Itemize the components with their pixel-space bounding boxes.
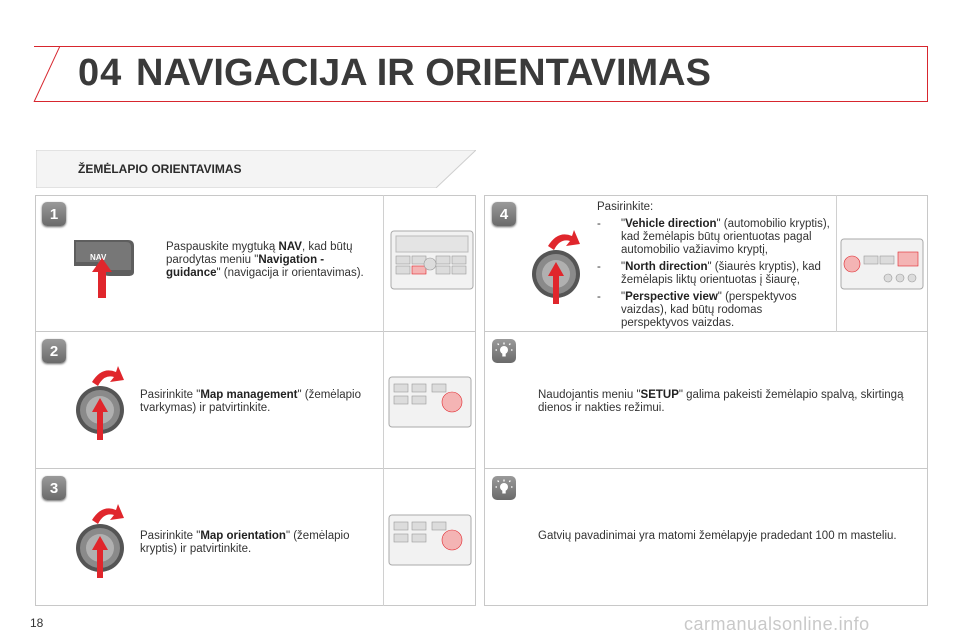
section-title: ŽEMĖLAPIO ORIENTAVIMAS: [78, 162, 242, 176]
radio-unit-illustration: [840, 238, 924, 290]
step-2-text-pre: Pasirinkite ": [140, 389, 201, 401]
lightbulb-icon: [495, 342, 513, 360]
tip-1-text-post: " galima pakeisti žemėlapio spalvą, skirtingą dienos ir nakties režimui.: [538, 389, 904, 414]
lightbulb-icon: [495, 479, 513, 497]
step-3-text-post: " (žemėlapio kryptis) ir patvirtinkite.: [140, 530, 350, 555]
step-2-text-bold: Map management: [200, 389, 298, 401]
rotate-arrow-icon: [92, 504, 124, 524]
step-3-text: [140, 530, 370, 556]
step-3-badge: 3: [42, 476, 66, 500]
step-1-text: [166, 241, 376, 280]
chapter-number: 04: [78, 52, 123, 94]
tip-1-text: [538, 389, 908, 415]
step-1-text-pre: Paspauskite mygtuką: [166, 241, 279, 253]
nav-button-label: NAV: [90, 253, 107, 262]
chapter-title: NAVIGACIJA IR ORIENTAVIMAS: [136, 52, 711, 94]
rotary-knob-illustration: [526, 226, 586, 306]
step-4-text: [597, 201, 833, 330]
step-3-divider: [383, 468, 384, 606]
page-number: 18: [30, 616, 44, 630]
option-3-bold: Perspective view: [625, 291, 718, 303]
step-3-text-bold: Map orientation: [200, 530, 286, 542]
radio-unit-illustration: [388, 376, 472, 428]
tip-1-text-pre: Naudojantis meniu ": [538, 389, 641, 401]
option-3-rest: " (perspektyvos vaizdas), kad būtų rodomas perspektyvos vaizdas.: [621, 291, 797, 329]
step-1-text-post: " (navigacija ir orientavimas).: [216, 267, 364, 279]
rotary-knob-illustration: [70, 362, 130, 442]
option-1-rest: " (automobilio kryptis), kad žemėlapis būtų orientuotas pagal automobilio važiavimo kryptį,: [621, 218, 830, 256]
rotate-arrow-icon: [548, 230, 580, 250]
quote: ": [621, 218, 626, 230]
step-4-divider: [836, 195, 837, 332]
quote: ": [621, 261, 626, 273]
step-1-text-mid: , kad būtų parodytas meniu ": [166, 241, 353, 266]
tip-1-text-bold: SETUP: [640, 389, 679, 401]
nav-button-illustration: [70, 236, 150, 300]
watermark: carmanualsonline.info: [684, 614, 870, 634]
step-1-divider: [383, 195, 384, 332]
step-1-text-bold-2: Navigation - guidance: [166, 254, 325, 279]
step-1-text-bold-1: NAV: [278, 241, 302, 253]
step-1-badge: 1: [42, 202, 66, 226]
step-4-badge: 4: [492, 202, 516, 226]
step-2-text: [140, 389, 370, 415]
radio-unit-illustration: [388, 514, 472, 566]
step-3-text-pre: Pasirinkite ": [140, 530, 201, 542]
bullet-dash: -: [597, 261, 601, 273]
option-2-rest: " (šiaurės kryptis), kad žemėlapis liktų orientuotas į šiaurę,: [621, 261, 821, 286]
step-2-divider: [383, 331, 384, 469]
step-2-badge: 2: [42, 339, 66, 363]
step-4-option-2: [597, 261, 833, 287]
step-4-intro: Pasirinkite:: [597, 201, 654, 213]
option-2-bold: North direction: [625, 261, 708, 273]
radio-unit-illustration: [390, 230, 474, 290]
tip-2-badge: [492, 476, 516, 500]
bullet-dash: -: [597, 218, 601, 230]
step-4-option-1: [597, 218, 833, 257]
rotary-knob-illustration: [70, 500, 130, 580]
rotate-arrow-icon: [92, 366, 124, 386]
step-2-text-post: " (žemėlapio tvarkymas) ir patvirtinkite.: [140, 389, 361, 414]
tip-2-text: Gatvių pavadinimai yra matomi žemėlapyje pradedant 100 m masteliu.: [538, 530, 897, 542]
step-4-option-3: [597, 291, 833, 330]
quote: ": [621, 291, 626, 303]
tip-1-badge: [492, 339, 516, 363]
bullet-dash: -: [597, 291, 601, 303]
option-1-bold: Vehicle direction: [625, 218, 717, 230]
